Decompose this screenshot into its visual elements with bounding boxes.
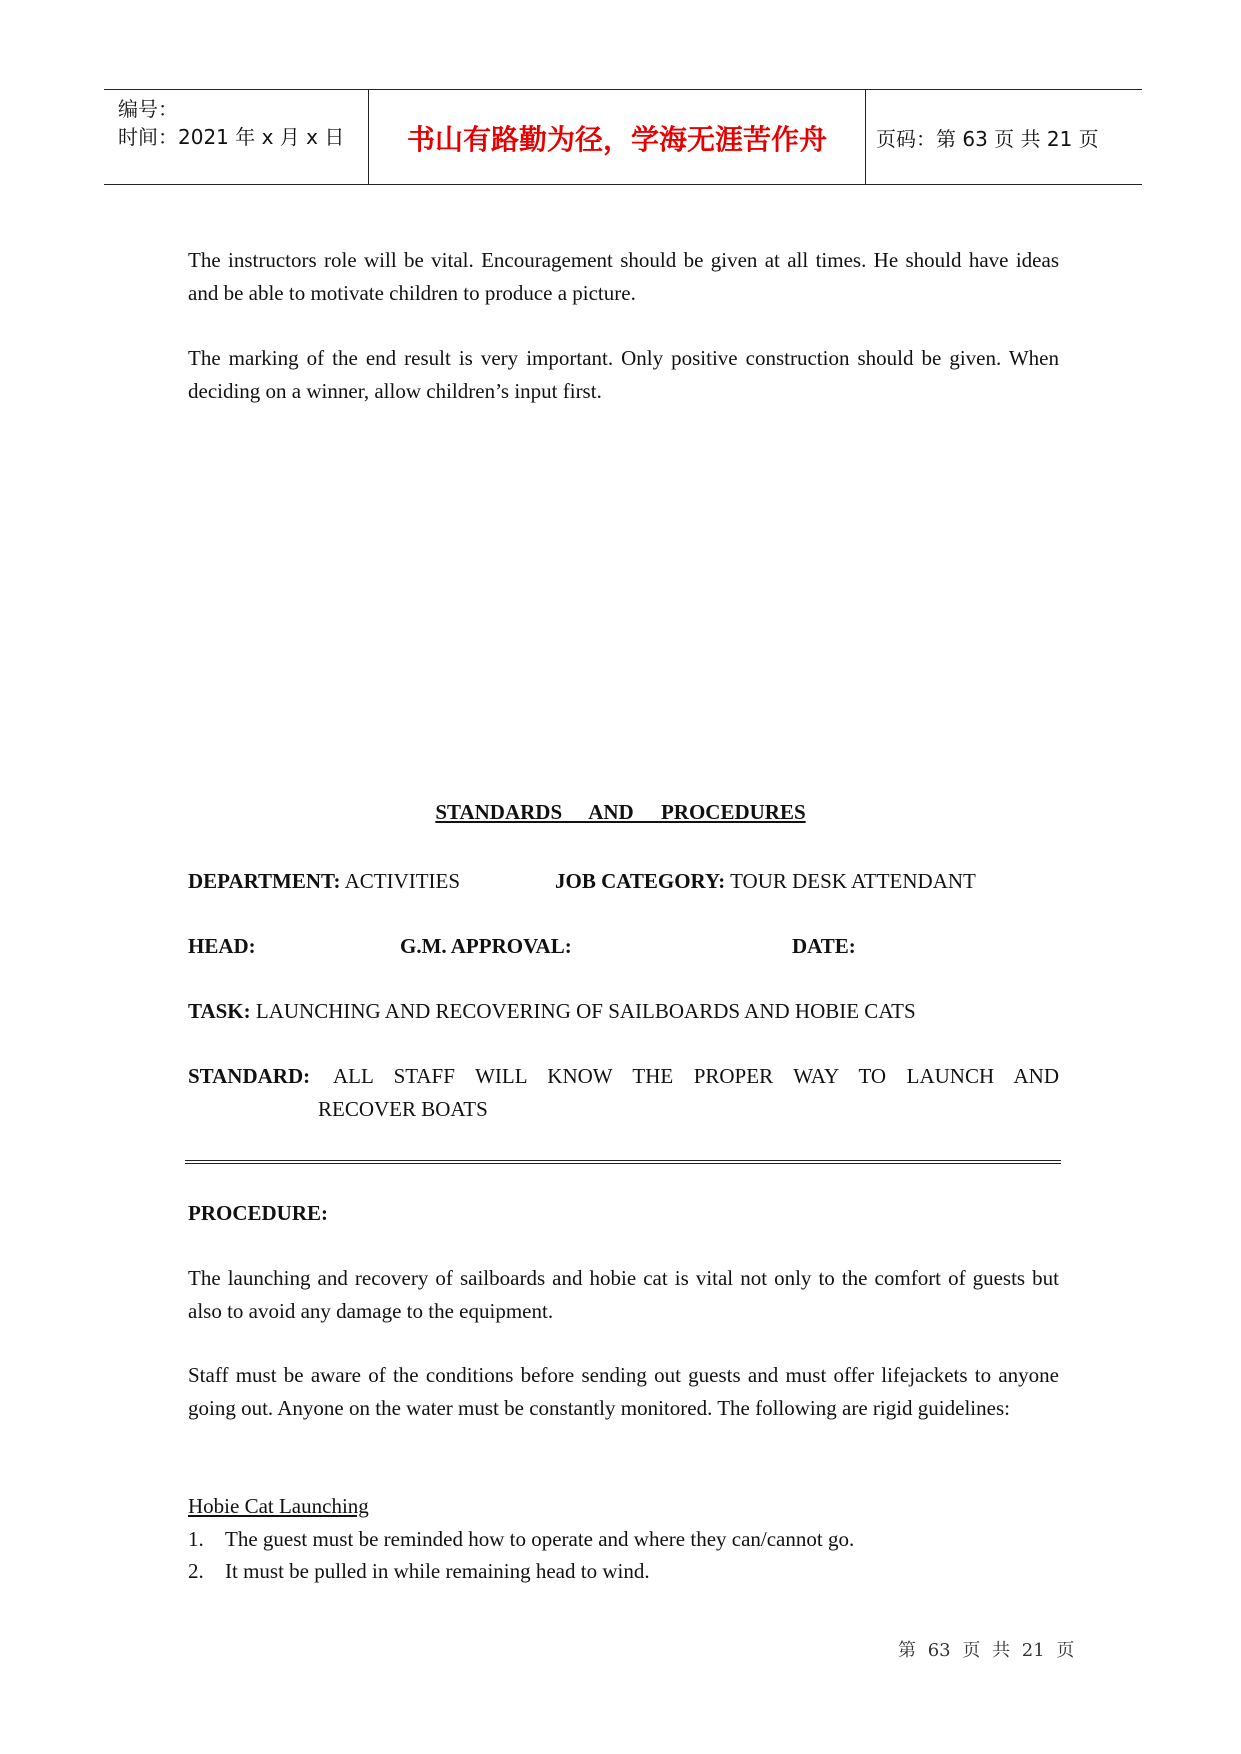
procedure-paragraph-2: Staff must be aware of the conditions before sending out guests and must offer lifejackets to anyone going out. Anyone on the water must be constantly monitored. The following are rigid guidelines: xyxy=(188,1363,1059,1420)
intro-paragraph-2: The marking of the end result is very important. Only positive construction should be given. When deciding on a winner, allow children’s input first. xyxy=(188,346,1059,403)
intro-paragraph-1: The instructors role will be vital. Encouragement should be given at all times. He should have ideas and be able to motivate children to produce a picture. xyxy=(188,248,1059,305)
list-item-1-text: The guest must be reminded how to operate and where they can/cannot go. xyxy=(225,1527,855,1551)
standard-value-line-1: ALL STAFF WILL KNOW THE PROPER WAY TO LAUNCH AND xyxy=(333,1064,1059,1088)
standard-label xyxy=(188,1060,310,1093)
header-motto: 书山有路勤为径，学海无涯苦作舟 xyxy=(406,123,827,156)
department-row xyxy=(188,865,460,898)
task-row xyxy=(188,995,916,1028)
header-page-label: 页码：第 63 页 共 21 页 xyxy=(876,127,1099,151)
header-page-cell xyxy=(864,90,1142,184)
department-value: ACTIVITIES xyxy=(344,869,461,893)
procedure-label-text: PROCEDURE: xyxy=(188,1201,328,1225)
header-motto-cell xyxy=(368,90,866,184)
job-category-label: JOB CATEGORY: xyxy=(555,869,726,893)
job-category-value: TOUR DESK ATTENDANT xyxy=(730,869,976,893)
head-label xyxy=(188,930,256,963)
sop-title xyxy=(0,800,1241,825)
sop-title-text: STANDARDS AND PROCEDURES xyxy=(435,800,806,824)
head-label-text: HEAD: xyxy=(188,934,256,958)
header-meta-cell xyxy=(104,90,368,184)
date-label-text: DATE: xyxy=(792,934,856,958)
page-footer: 第 63 页 共 21 页 xyxy=(898,1640,1075,1661)
serial-label: 编号： xyxy=(118,97,178,121)
task-value: LAUNCHING AND RECOVERING OF SAILBOARDS AND HOBIE CATS xyxy=(255,999,916,1023)
gm-approval-label xyxy=(400,930,572,963)
gm-approval-label-text: G.M. APPROVAL: xyxy=(400,934,572,958)
section-divider xyxy=(185,1160,1061,1164)
job-category-row xyxy=(555,865,976,898)
department-label: DEPARTMENT: xyxy=(188,869,341,893)
standard-label-text: STANDARD: xyxy=(188,1064,311,1088)
date-label xyxy=(792,930,856,963)
standard-value-line-2: RECOVER BOATS xyxy=(318,1097,488,1121)
procedure-paragraph-1: The launching and recovery of sailboards and hobie cat is vital not only to the comfort of guests but also to avoid any damage to the equipment. xyxy=(188,1266,1059,1323)
task-label: TASK: xyxy=(188,999,251,1023)
hobie-cat-launching-heading: Hobie Cat Launching xyxy=(188,1494,369,1518)
time-label: 时间：2021 年 x 月 x 日 xyxy=(118,125,345,149)
procedure-label xyxy=(188,1197,328,1230)
list-item-1-number: 1. xyxy=(188,1527,204,1551)
list-item-2-number: 2. xyxy=(188,1559,204,1583)
page-header xyxy=(104,89,1142,185)
list-item-2-text: It must be pulled in while remaining head to wind. xyxy=(225,1559,650,1583)
